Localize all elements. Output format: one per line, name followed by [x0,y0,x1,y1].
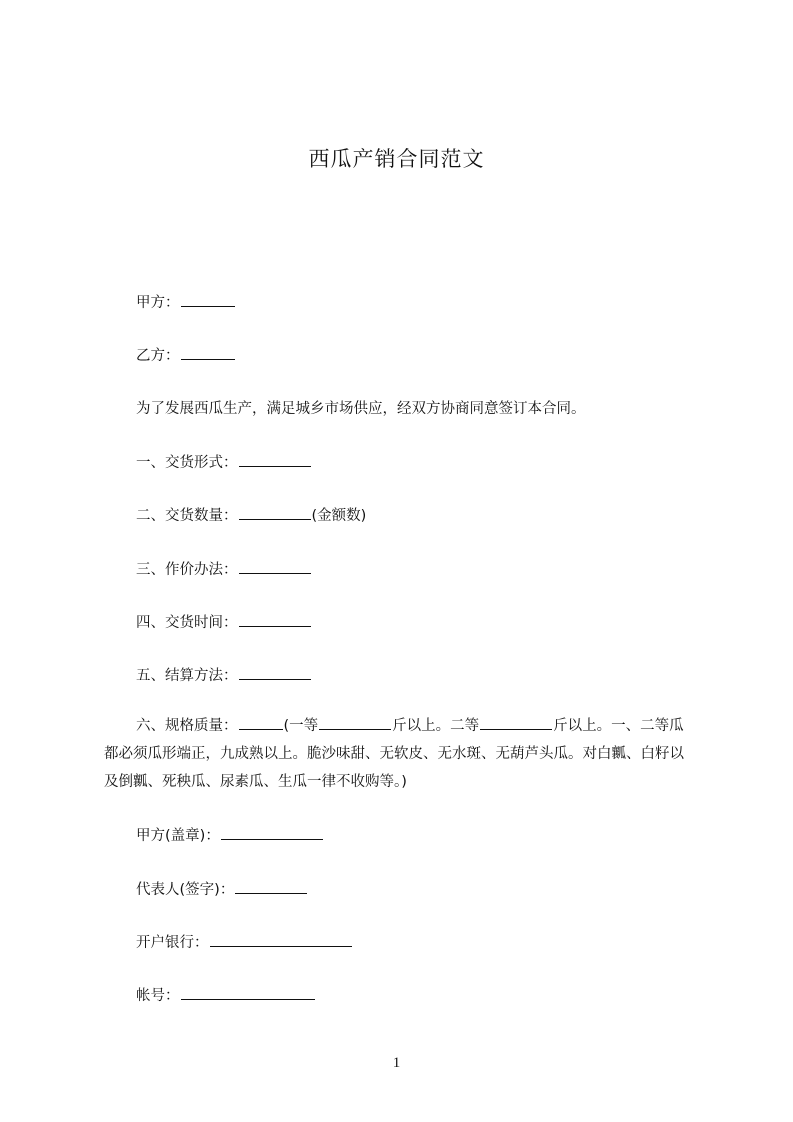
page-number: 1 [392,1055,401,1071]
clause-6-blank-1 [239,715,283,730]
party-a-line [136,292,236,313]
clause-2-suffix: (金额数) [311,508,367,524]
clause-3-line [136,559,312,580]
clause-1-blank [239,452,311,467]
party-b-line [136,345,236,366]
account-label: 帐号： [136,988,180,1004]
seal-a-blank [221,825,323,840]
clause-3-label: 三、作价办法： [136,562,238,578]
bank-label: 开户银行： [136,935,209,951]
clause-6-open: (一等 [283,718,319,734]
account-line [136,985,316,1006]
seal-a-label: 甲方(盖章)： [136,828,220,844]
intro-text: 为了发展西瓜生产，满足城乡市场供应，经双方协商同意签订本合同。 [136,401,586,417]
clause-2-line [136,505,366,526]
document-title: 西瓜产销合同范文 [308,147,485,171]
clause-6-mid: 斤以上。二等 [392,718,480,734]
intro-line [136,399,586,419]
clause-6-blank-2 [319,715,391,730]
party-a-label: 甲方： [136,295,180,311]
party-a-blank [181,292,235,307]
clause-2-label: 二、交货数量： [136,508,238,524]
representative-blank [235,879,307,894]
clause-6-rest: 斤以上。一、二等瓜都必须瓜形端正，九成熟以上。脆沙味甜、无软皮、无水斑、无葫芦头瓜。对白瓤、白籽以及倒瓤、死秧瓜、尿素瓜、生瓜一律不收购等。) [104,718,684,790]
representative-line [136,879,308,900]
clause-6-paragraph [104,712,690,796]
representative-label: 代表人(签字)： [136,882,235,898]
clause-1-line [136,452,312,473]
clause-5-blank [239,665,311,680]
clause-2-blank [239,505,311,520]
account-blank [181,985,315,1000]
seal-a-line [136,825,324,846]
party-b-blank [181,345,235,360]
clause-6-blank-3 [480,715,552,730]
clause-6-label: 六、规格质量： [136,718,238,734]
clause-3-blank [239,559,311,574]
bank-line [136,932,353,953]
clause-4-blank [239,612,311,627]
clause-5-line [136,665,312,686]
bank-blank [210,932,352,947]
party-b-label: 乙方： [136,348,180,364]
clause-5-label: 五、结算方法： [136,668,238,684]
clause-1-label: 一、交货形式： [136,455,238,471]
clause-4-label: 四、交货时间： [136,615,238,631]
clause-4-line [136,612,312,633]
